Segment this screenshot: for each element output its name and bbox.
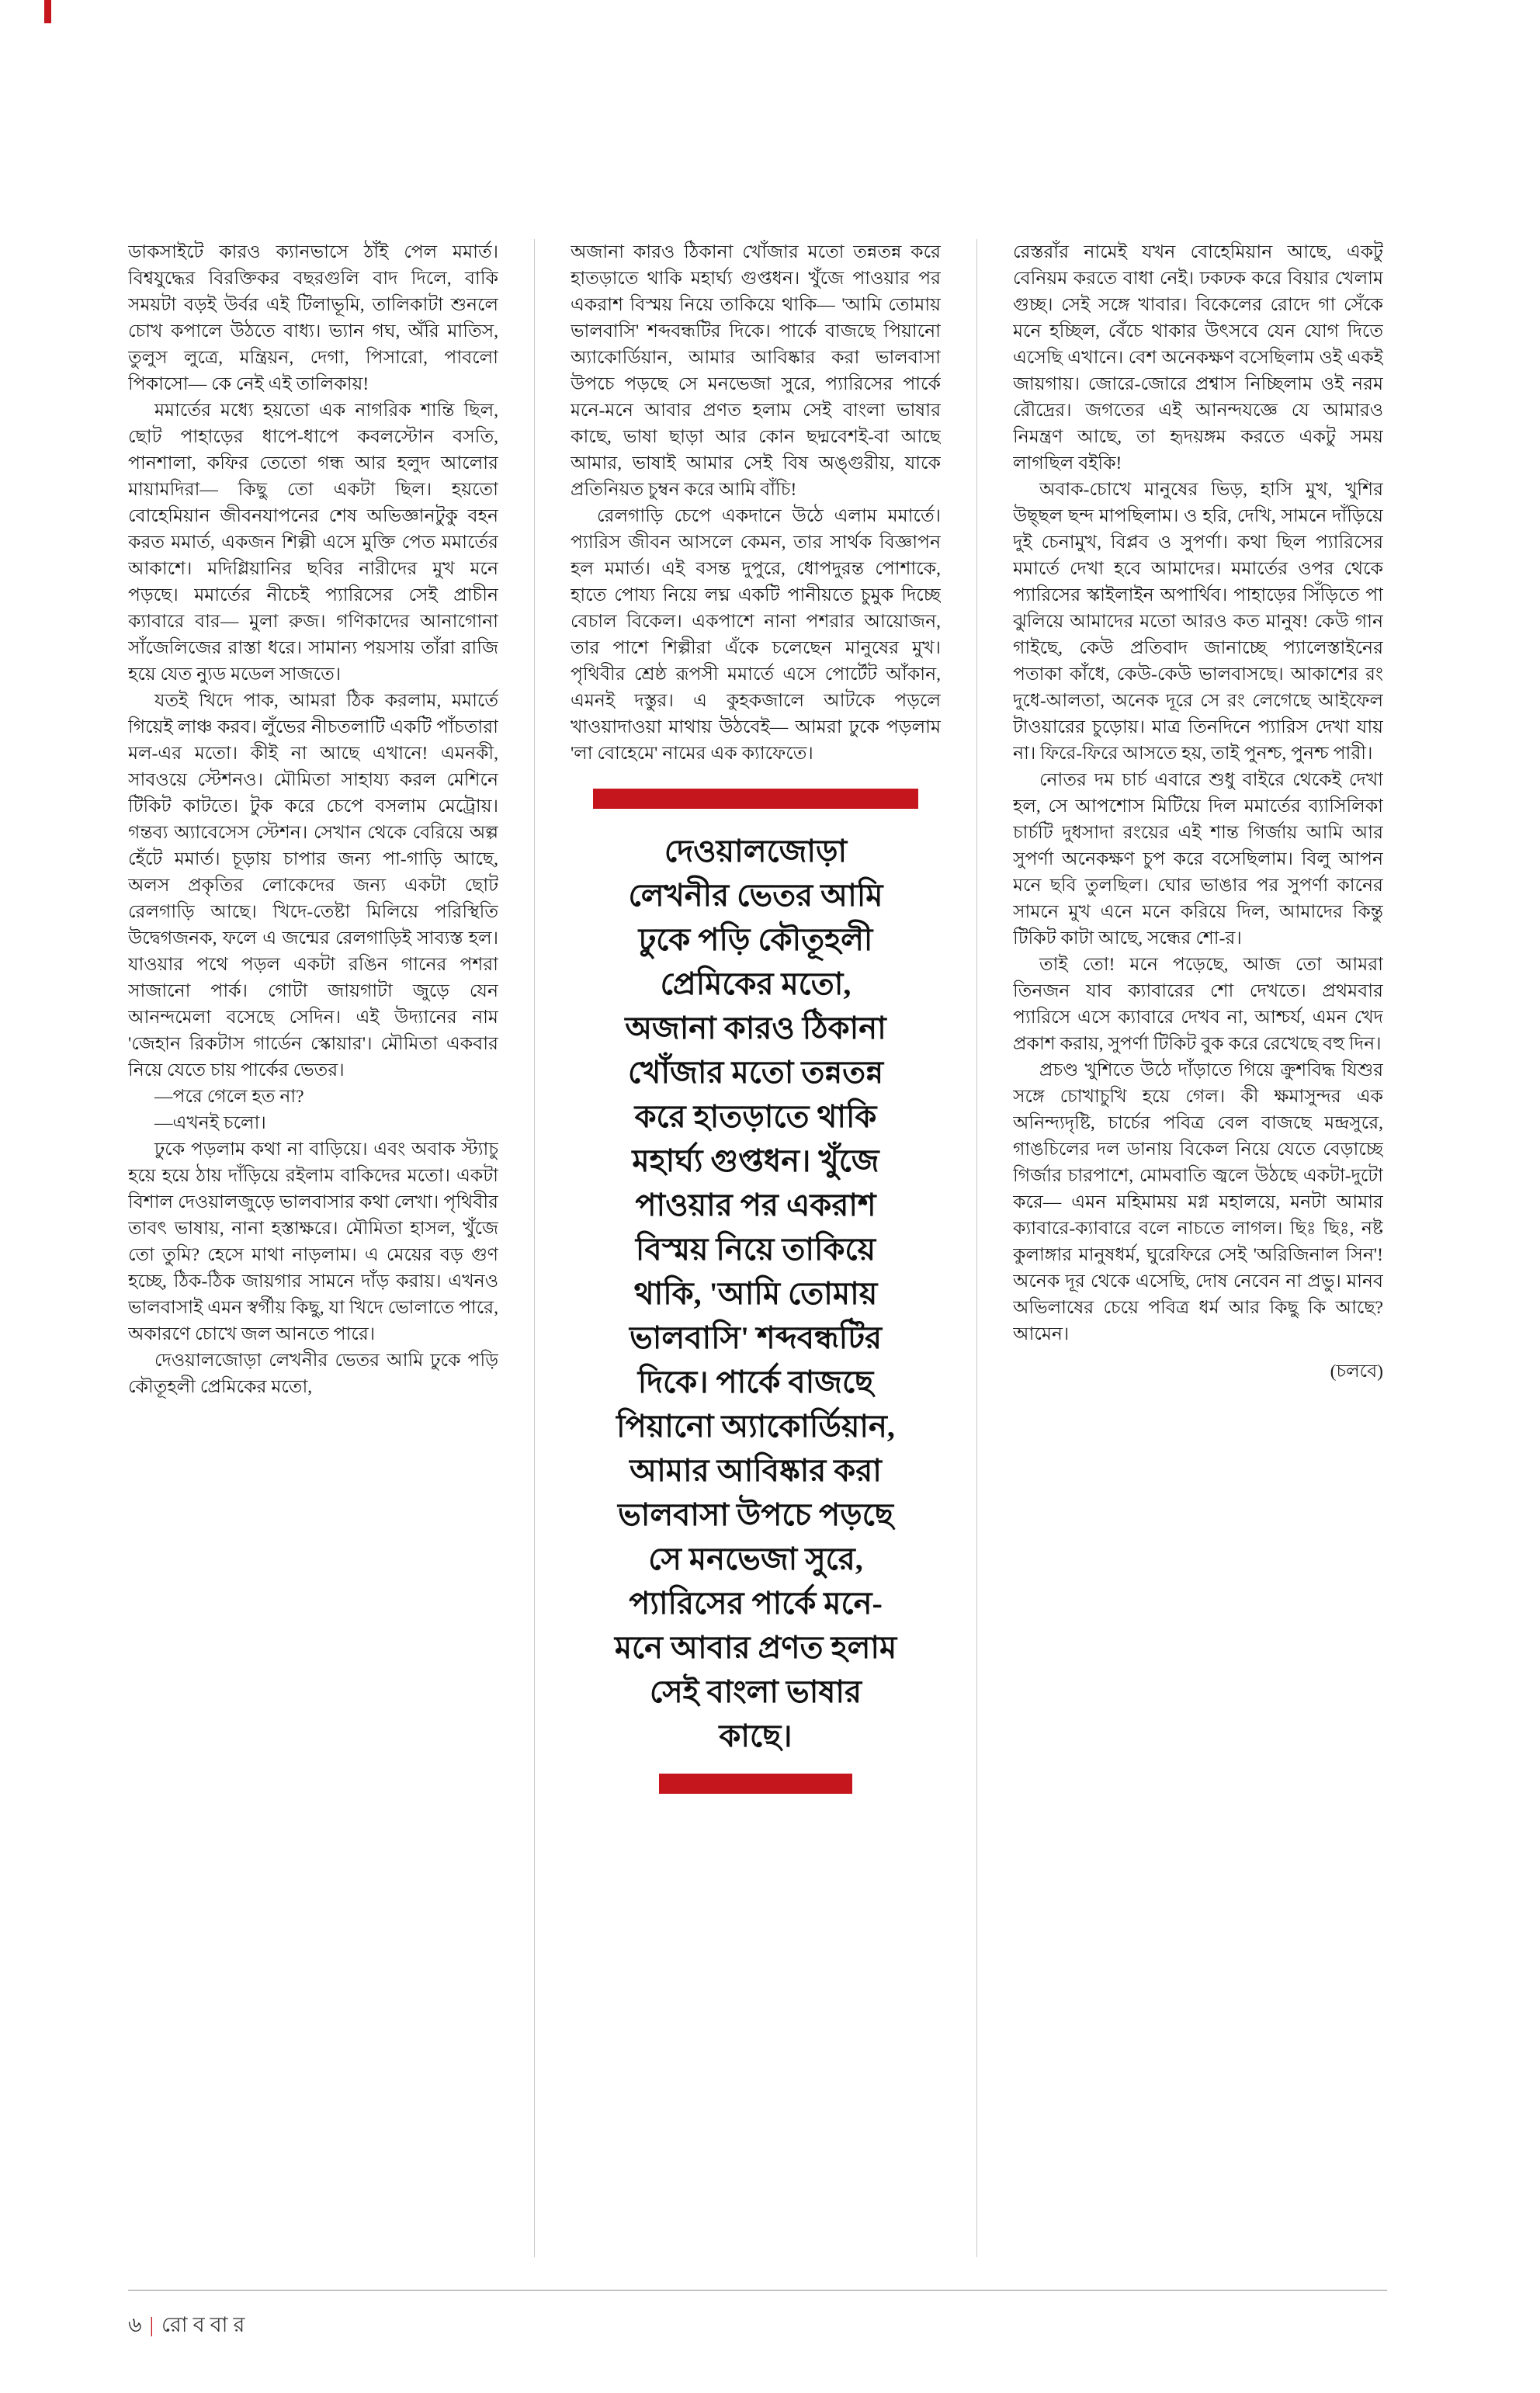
paragraph: রেস্তরাঁর নামেই যখন বোহেমিয়ান আছে, একটু বেনিয়ম করতে বাধা নেই। ঢকঢক করে বিয়ার খেলাম গুচ্ছ। সেই সঙ্গে খাবার। বিকেলের রোদে গা সেঁকে মনে হচ্ছিল, বেঁচে থাকার উৎসবে যেন যোগ দিতে এসেছি এখানে। বেশ অনেকক্ষণ বসেছিলাম ওই একই জায়গায়। জোরে-জোরে প্রশ্বাস নিচ্ছিলাম ওই নরম রৌদ্রের। জগতের এই আনন্দযজ্ঞে যে আমারও নিমন্ত্রণ আছে, তা হৃদয়ঙ্গম করতে একটু সময় লাগছিল বইকি! — [1013, 242, 1383, 473]
pull-quote-block — [571, 789, 941, 1794]
publication-title: রোববার — [161, 2313, 251, 2336]
paragraph: —এখনই চলো। — [154, 1113, 266, 1133]
page-footer — [128, 2290, 1387, 2344]
column-1 — [128, 239, 498, 2257]
paragraph: অবাক-চোখে মানুষের ভিড়, হাসি মুখ, খুশির উছ্ছল ছন্দ মাপছিলাম। ও হরি, দেখি, সামনে দাঁড়িয়ে দুই চেনামুখ, বিপ্লব ও সুপর্ণা। কথা ছিল প্যারিসের মমার্তে দেখা হবে আমাদের। মমার্তের ওপর থেকে প্যারিসের স্কাইলাইন অপার্থিব। পাহাড়ের সিঁড়িতে পা ঝুলিয়ে আমাদের মতো আরও কত মানুষ! কেউ গান গাইছে, কেউ প্রতিবাদ জানাচ্ছে প্যালেস্তাইনের পতাকা কাঁধে, কেউ-কেউ ভালবাসছে। আকাশের রং দুধে-আলতা, অনেক দূরে সে রং লেগেছে আইফেল টাওয়ারের চুড়োয়। মাত্র তিনদিনে প্যারিস দেখা যায় না। ফিরে-ফিরে আসতে হয়, তাই পুনশ্চ, পুনশ্চ পারী। — [1013, 480, 1383, 764]
corner-accent-mark — [44, 0, 51, 23]
paragraph: তাই তো! মনে পড়েছে, আজ তো আমরা তিনজন যাব ক্যাবারের শো দেখতে। প্রথমবার প্যারিসে এসে ক্যাবারে দেখব না, আশ্চর্য, এমন খেদ প্রকাশ করায়, সুপর্ণা টিকিট বুক করে রেখেছে বহু দিন। — [1013, 955, 1383, 1054]
page-number: ৬ — [128, 2313, 142, 2336]
paragraph: ডাকসাইটে কারও ক্যানভাসে ঠাঁই পেল মমার্ত। বিশ্বযুদ্ধের বিরক্তিকর বছরগুলি বাদ দিলে, বাকি সময়টা বড়ই উর্বর এই টিলাভূমি, তালিকাটা শুনলে চোখ কপালে উঠতে বাধ্য। ভ্যান গঘ, অঁরি মাতিস, তুলুস লুত্রে, মন্ত্রিয়ন, দেগা, পিসারো, পাবলো পিকাসো— কে নেই এই তালিকায়! — [128, 242, 498, 394]
paragraph: যতই খিদে পাক, আমরা ঠিক করলাম, মমার্তে গিয়েই লাঞ্চ করব। লুঁভের নীচতলাটি একটি পাঁচতারা মল-এর মতো। কীই না আছে এখানে! এমনকী, সাবওয়ে স্টেশনও। মৌমিতা সাহায্য করল মেশিনে টিকিট কাটতে। টুক করে চেপে বসলাম মেট্রোয়। গন্তব্য অ্যাবেসেস স্টেশন। সেখান থেকে বেরিয়ে অল্প হেঁটে মমার্ত। চূড়ায় চাপার জন্য পা-গাড়ি আছে, অলস প্রকৃতির লোকেদের জন্য একটা ছোট রেলগাড়ি আছে। খিদে-তেষ্টা মিলিয়ে পরিস্থিতি উদ্বেগজনক, ফলে এ জন্মের রেলগাড়িই সাব্যস্ত হল। যাওয়ার পথে পড়ল একটা রঙিন গানের পশরা সাজানো পার্ক। গোটা জায়গাটা জুড়ে যেন আনন্দমেলা বসেছে সেদিন। এই উদ্যানের নাম 'জেহান রিকটাস গার্ডেন স্কোয়ার'। মৌমিতা একবার নিয়ে যেতে চায় পার্কের ভেতর। — [128, 691, 498, 1080]
column-2-text — [571, 239, 941, 767]
paragraph: রেলগাড়ি চেপে একদানে উঠে এলাম মমার্তে। প্যারিস জীবন আসলে কেমন, তার সার্থক বিজ্ঞাপন হল মমার্ত। এই বসন্ত দুপুরে, ধোপদুরন্ত পোশাকে, হাতে পোয্য নিয়ে লঘ্ন একটি পানীয়তে চুমুক দিচ্ছে বেচাল বিকেল। একপাশে নানা পশরার আয়োজন, তার পাশে শিল্পীরা এঁকে চলেছেন মানুষের মুখ। পৃথিবীর শ্রেষ্ঠ রূপসী মমার্তে এসে পোর্টেট আঁকান, এমনই দস্তুর। এ কুহকজালে আটকে পড়লে খাওয়াদাওয়া মাথায় উঠবেই— আমরা ঢুকে পড়লাম 'লা বোহেমে' নামের এক ক্যাফেতে। — [571, 506, 941, 764]
paragraph: অজানা কারও ঠিকানা খোঁজার মতো তন্নতন্ন করে হাতড়াতে থাকি মহার্ঘ্য গুপ্তধন। খুঁজে পাওয়ার পর একরাশ বিস্ময় নিয়ে তাকিয়ে থাকি— 'আমি তোমায় ভালবাসি' শব্দবন্ধটির দিকে। পার্কে বাজছে পিয়ানো অ্যাকোর্ডিয়ান, আমার আবিষ্কার করা ভালবাসা উপচে পড়ছে সে মনভেজা সুরে, প্যারিসের পার্কে মনে-মনে আবার প্রণত হলাম সেই বাংলা ভাষার কাছে, ভাষা ছাড়া আর কোন ছদ্মবেশই-বা আছে আমার, ভাষাই আমার সেই বিষ অঙ্গুরীয়, যাকে প্রতিনিয়ত চুম্বন করে আমি বাঁচি! — [571, 242, 941, 500]
column-divider — [976, 239, 977, 2257]
paragraph: নোতর দম চার্চ এবারে শুধু বাইরে থেকেই দেখা হল, সে আপশোস মিটিয়ে দিল মমার্তের ব্যাসিলিকা চার্চটি দুধসাদা রংয়ের এই শান্ত গির্জায় আমি আর সুপর্ণা অনেকক্ষণ চুপ করে বসেছিলাম। বিলু আপন মনে ছবি তুলছিল। ঘোর ভাঙার পর সুপর্ণা কানের সামনে মুখ এনে মনে করিয়ে দিল, আমাদের কিন্তু টিকিট কাটা আছে, সন্ধের শো-র। — [1013, 770, 1383, 949]
pull-quote-top-bar — [593, 789, 919, 809]
pull-quote-bottom-bar — [659, 1774, 852, 1794]
pull-quote-text: দেওয়ালজোড়া লেখনীর ভেতর আমি ঢুকে পড়ি কৌতূহলী প্রেমিকের মতো, অজানা কারও ঠিকানা খোঁজার মতো তন্নতন্ন করে হাতড়াতে থাকি মহার্ঘ্য গুপ্তধন। খুঁজে পাওয়ার পর একরাশ বিস্ময় নিয়ে তাকিয়ে থাকি, 'আমি তোমায় ভালবাসি' শব্দবন্ধটির দিকে। পার্কে বাজছে পিয়ানো অ্যাকোর্ডিয়ান, আমার আবিষ্কার করা ভালবাসা উপচে পড়ছে সে মনভেজা সুরে, প্যারিসের পার্কে মনে-মনে আবার প্রণত হলাম সেই বাংলা ভাষার কাছে। — [614, 834, 897, 1753]
paragraph: (চলবে) — [1330, 1361, 1383, 1382]
paragraph: মমার্তের মধ্যে হয়তো এক নাগরিক শান্তি ছিল, ছোট পাহাড়ের ধাপে-ধাপে কবলস্টোন বসতি, পানশালা, কফির তেতো গন্ধ আর হলুদ আলোর মায়ামদিরা— কিছু তো একটা ছিল। হয়তো বোহেমিয়ান জীবনযাপনের শেষ অভিজ্ঞানটুকু বহন করত মমার্ত, একজন শিল্পী এসে মুক্তি পেত মমার্তের আকাশে। মদিগ্লিয়ানির ছবির নারীদের মুখ মনে পড়ছে। মমার্তের নীচেই প্যারিসের সেই প্রাচীন ক্যাবারে বার— মুলা রুজ। গণিকাদের আনাগোনা সাঁজেলিজের রাস্তা ধরে। সামান্য পয়সায় তাঁরা রাজি হয়ে যেত ন্যুড মডেল সাজতে। — [128, 401, 498, 685]
paragraph: দেওয়ালজোড়া লেখনীর ভেতর আমি ঢুকে পড়ি কৌতূহলী প্রেমিকের মতো, — [128, 1351, 498, 1397]
paragraph: —পরে গেলে হত না? — [154, 1087, 304, 1107]
column-3 — [1013, 239, 1383, 2257]
footer-separator: | — [149, 2313, 154, 2336]
column-divider — [534, 239, 535, 2257]
paragraph: ঢুকে পড়লাম কথা না বাড়িয়ে। এবং অবাক স্ট্যাচু হয়ে হয়ে ঠায় দাঁড়িয়ে রইলাম বাকিদের মতো। একটা বিশাল দেওয়ালজুড়ে ভালবাসার কথা লেখা। পৃথিবীর তাবৎ ভাষায়, নানা হস্তাক্ষরে। মৌমিতা হাসল, খুঁজে তো তুমি? হেসে মাথা নাড়লাম। এ মেয়ের বড় গুণ হচ্ছে, ঠিক-ঠিক জায়গার সামনে দাঁড় করায়। এখনও ভালবাসাই এমন স্বর্গীয় কিছু, যা খিদে ভোলাতে পারে, অকারণে চোখে জল আনতে পারে। — [128, 1139, 498, 1344]
article-body — [128, 239, 1383, 2257]
column-2 — [571, 239, 941, 2257]
paragraph: প্রচণ্ড খুশিতে উঠে দাঁড়াতে গিয়ে ক্রুশবিদ্ধ যিশুর সঙ্গে চোখাচুখি হয়ে গেল। কী ক্ষমাসুন্দর এক অনিন্দ্যদৃষ্টি, চার্চের পবিত্র বেল বাজছে মন্দ্রসুরে, গাঙচিলের দল ডানায় বিকেল নিয়ে যেতে বেড়াচ্ছে গির্জার চারপাশে, মোমবাতি জ্বলে উঠছে একটা-দুটো করে— এমন মহিমাময় মগ্ন মহালয়ে, মনটা আমার ক্যাবারে-ক্যাবারে বলে নাচতে লাগল। ছিঃ ছিঃ, নষ্ট কুলাঙ্গার মানুষধর্ম, ঘুরেফিরে সেই 'অরিজিনাল সিন'! অনেক দূর থেকে এসেছি, দোষ নেবেন না প্রভু। মানব অভিলাষের চেয়ে পবিত্র ধর্ম আর কিছু কি আছে? আমেন। — [1013, 1060, 1383, 1344]
